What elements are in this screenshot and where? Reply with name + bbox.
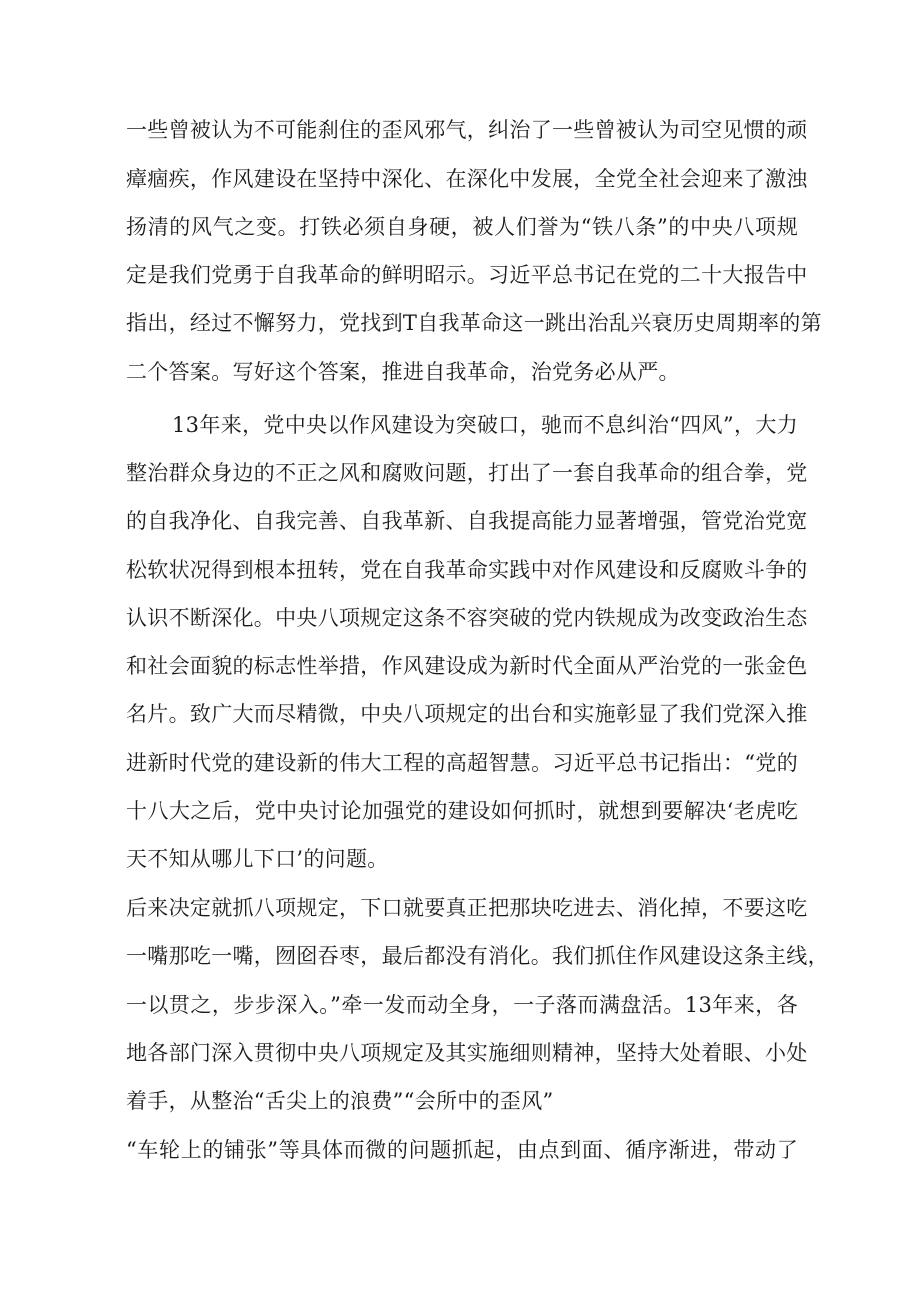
text-line: 扬清的风气之变。打铁必须自身硬，被人们誉为“铁八条”的中央八项规	[126, 215, 798, 239]
text-line: 和社会面貌的标志性举措，作风建设成为新时代全面从严治党的一张金色	[126, 654, 808, 678]
text-line: 一以贯之，步步深入。”牵一发而动全身，一子落而满盘活。13年来，各	[126, 993, 798, 1017]
text-line: 瘴痼疾，作风建设在坚持中深化、在深化中发展，全党全社会迎来了激浊	[126, 167, 808, 191]
text-line: 指出，经过不懈努力，党找到T自我革命这一跳出治乱兴衰历史周期率的第	[126, 311, 822, 335]
text-line: 认识不断深化。中央八项规定这条不容突破的党内铁规成为改变政治生态	[126, 606, 808, 630]
text-line: 十八大之后，党中央讨论加强党的建设如何抓时，就想到要解决‘老虎吃	[126, 799, 798, 823]
text-line: 地各部门深入贯彻中央八项规定及其实施细则精神，坚持大处着眼、小处	[126, 1041, 808, 1065]
text-line: 后来决定就抓八项规定，下口就要真正把那块吃进去、消化掉，不要这吃	[126, 896, 808, 920]
text-line: 整治群众身边的不正之风和腐败问题，打出了一套自我革命的组合拳，党	[126, 461, 808, 485]
text-line: 天不知从哪儿下口’的问题。	[126, 847, 389, 871]
text-line: 着手，从整治“舌尖上的浪费”“会所中的歪风”	[126, 1089, 554, 1113]
text-line: 进新时代党的建设新的伟大工程的高超智慧。习近平总书记指出：“党的	[126, 751, 798, 775]
text-line: 一些曾被认为不可能刹住的歪风邪气，纠治了一些曾被认为司空见惯的顽	[126, 118, 808, 142]
text-line: 定是我们党勇于自我革命的鲜明昭示。习近平总书记在党的二十大报告中	[126, 263, 808, 287]
paragraph-first-line: 13年来，党中央以作风建设为突破口，驰而不息纠治“四风”，大力	[172, 413, 798, 437]
text-line: 的自我净化、自我完善、自我革新、自我提高能力显著增强，管党治党宽	[126, 509, 808, 533]
text-line: 二个答案。写好这个答案，推进自我革命，治党务必从严。	[126, 360, 680, 384]
text-line: 名片。致广大而尽精微，中央八项规定的出台和实施彰显了我们党深入推	[126, 702, 808, 726]
text-line: “车轮上的铺张”等具体而微的问题抓起，由点到面、循序渐进，带动了	[126, 1138, 798, 1162]
text-line: 松软状况得到根本扭转，党在自我革命实践中对作风建设和反腐败斗争的	[126, 558, 808, 582]
text-line: 一嘴那吃一嘴，囫囵吞枣，最后都没有消化。我们抓住作风建设这条主线，	[126, 944, 829, 968]
